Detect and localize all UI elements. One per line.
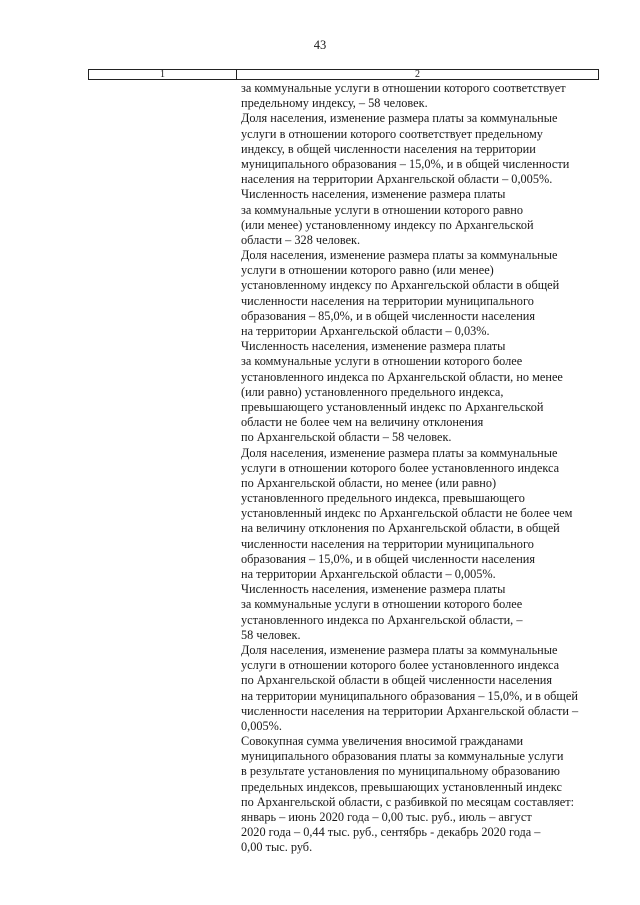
text-line: численности населения на территории муниципального (241, 293, 534, 308)
text-line: 2020 года – 0,44 тыс. руб., сентябрь - декабрь 2020 года – (241, 825, 541, 840)
table-body-text (241, 81, 603, 856)
text-line: за коммунальные услуги в отношении которого более (241, 354, 523, 369)
text-line: (или менее) установленному индексу по Архангельской (241, 217, 534, 232)
text-line: на территории Архангельской области – 0,005%. (241, 567, 496, 581)
text-line: услуги в отношении которого равно (или менее) (241, 263, 494, 278)
text-line: Совокупная сумма увеличения вносимой гражданами (241, 734, 524, 749)
text-line: установленного предельного индекса, превышающего (241, 491, 525, 506)
text-line: Численность населения, изменение размера платы (241, 339, 506, 354)
text-line: образования – 85,0%, и в общей численности населения (241, 308, 536, 323)
text-line: за коммунальные услуги в отношении которого равно (241, 202, 524, 217)
text-line: на величину отклонения по Архангельской области, в общей (241, 521, 560, 536)
text-line: индексу, в общей численности населения на территории (241, 141, 536, 156)
text-line: за коммунальные услуги в отношении которого соответствует (241, 81, 566, 95)
text-line: Численность населения, изменение размера платы (241, 187, 506, 202)
text-line: услуги в отношении которого более установленного индекса (241, 460, 560, 475)
text-line: по Архангельской области в общей численности населения (241, 673, 553, 688)
table-header-row (88, 69, 599, 80)
text-line: предельных индексов, превышающих установленный индекс (241, 779, 562, 794)
text-line: по Архангельской области, но менее (или равно) (241, 475, 497, 490)
text-line: на территории Архангельской области – 0,03%. (241, 324, 490, 338)
text-line: установленного индекса по Архангельской области, – (241, 612, 523, 627)
text-line: области не более чем на величину отклонения (241, 415, 484, 430)
text-line: Доля населения, изменение размера платы за коммунальные (241, 642, 558, 657)
text-line: предельному индексу, – 58 человек. (241, 96, 428, 111)
text-line: 0,005%. (241, 718, 282, 733)
text-line: превышающего установленный индекс по Архангельской (241, 399, 544, 414)
text-line: установленному индексу по Архангельской области в общей (241, 278, 560, 293)
text-line: январь – июнь 2020 года – 0,00 тыс. руб., июль – август (241, 810, 532, 824)
text-line: 58 человек. (241, 627, 301, 642)
text-line: муниципального образования – 15,0%, и в общей численности (241, 156, 570, 171)
text-line: по Архангельской области – 58 человек. (241, 430, 452, 445)
text-line: области – 328 человек. (241, 232, 361, 247)
text-line: образования – 15,0%, и в общей численности населения (241, 551, 536, 566)
text-line: Доля населения, изменение размера платы за коммунальные (241, 445, 558, 460)
text-line: Численность населения, изменение размера платы (241, 582, 506, 597)
text-line: установленный индекс по Архангельской области не более чем (241, 506, 573, 521)
text-line: 0,00 тыс. руб. (241, 840, 313, 855)
text-line: в результате установления по муниципальному образованию (241, 764, 560, 779)
text-line: муниципального образования платы за коммунальные услуги (241, 749, 564, 764)
page-number: 43 (313, 38, 327, 52)
text-line: численности населения на территории Архангельской области – (241, 703, 579, 718)
text-line: услуги в отношении которого более установленного индекса (241, 658, 560, 673)
table-header-col-1: 1 (89, 70, 237, 79)
table-header-col-2: 2 (415, 69, 420, 80)
text-line: установленного индекса по Архангельской области, но менее (241, 369, 563, 384)
text-line: численности населения на территории муниципального (241, 536, 534, 551)
text-line: по Архангельской области, с разбивкой по месяцам составляет: (241, 794, 574, 809)
text-line: услуги в отношении которого соответствует предельному (241, 126, 543, 141)
text-line: населения на территории Архангельской области – 0,005%. (241, 172, 553, 187)
text-line: на территории муниципального образования – 15,0%, и в общей (241, 688, 578, 703)
text-line: Доля населения, изменение размера платы за коммунальные (241, 248, 558, 263)
text-line: Доля населения, изменение размера платы за коммунальные (241, 111, 558, 126)
text-line: (или равно) установленного предельного индекса, (241, 384, 504, 399)
text-line: за коммунальные услуги в отношении которого более (241, 597, 523, 612)
